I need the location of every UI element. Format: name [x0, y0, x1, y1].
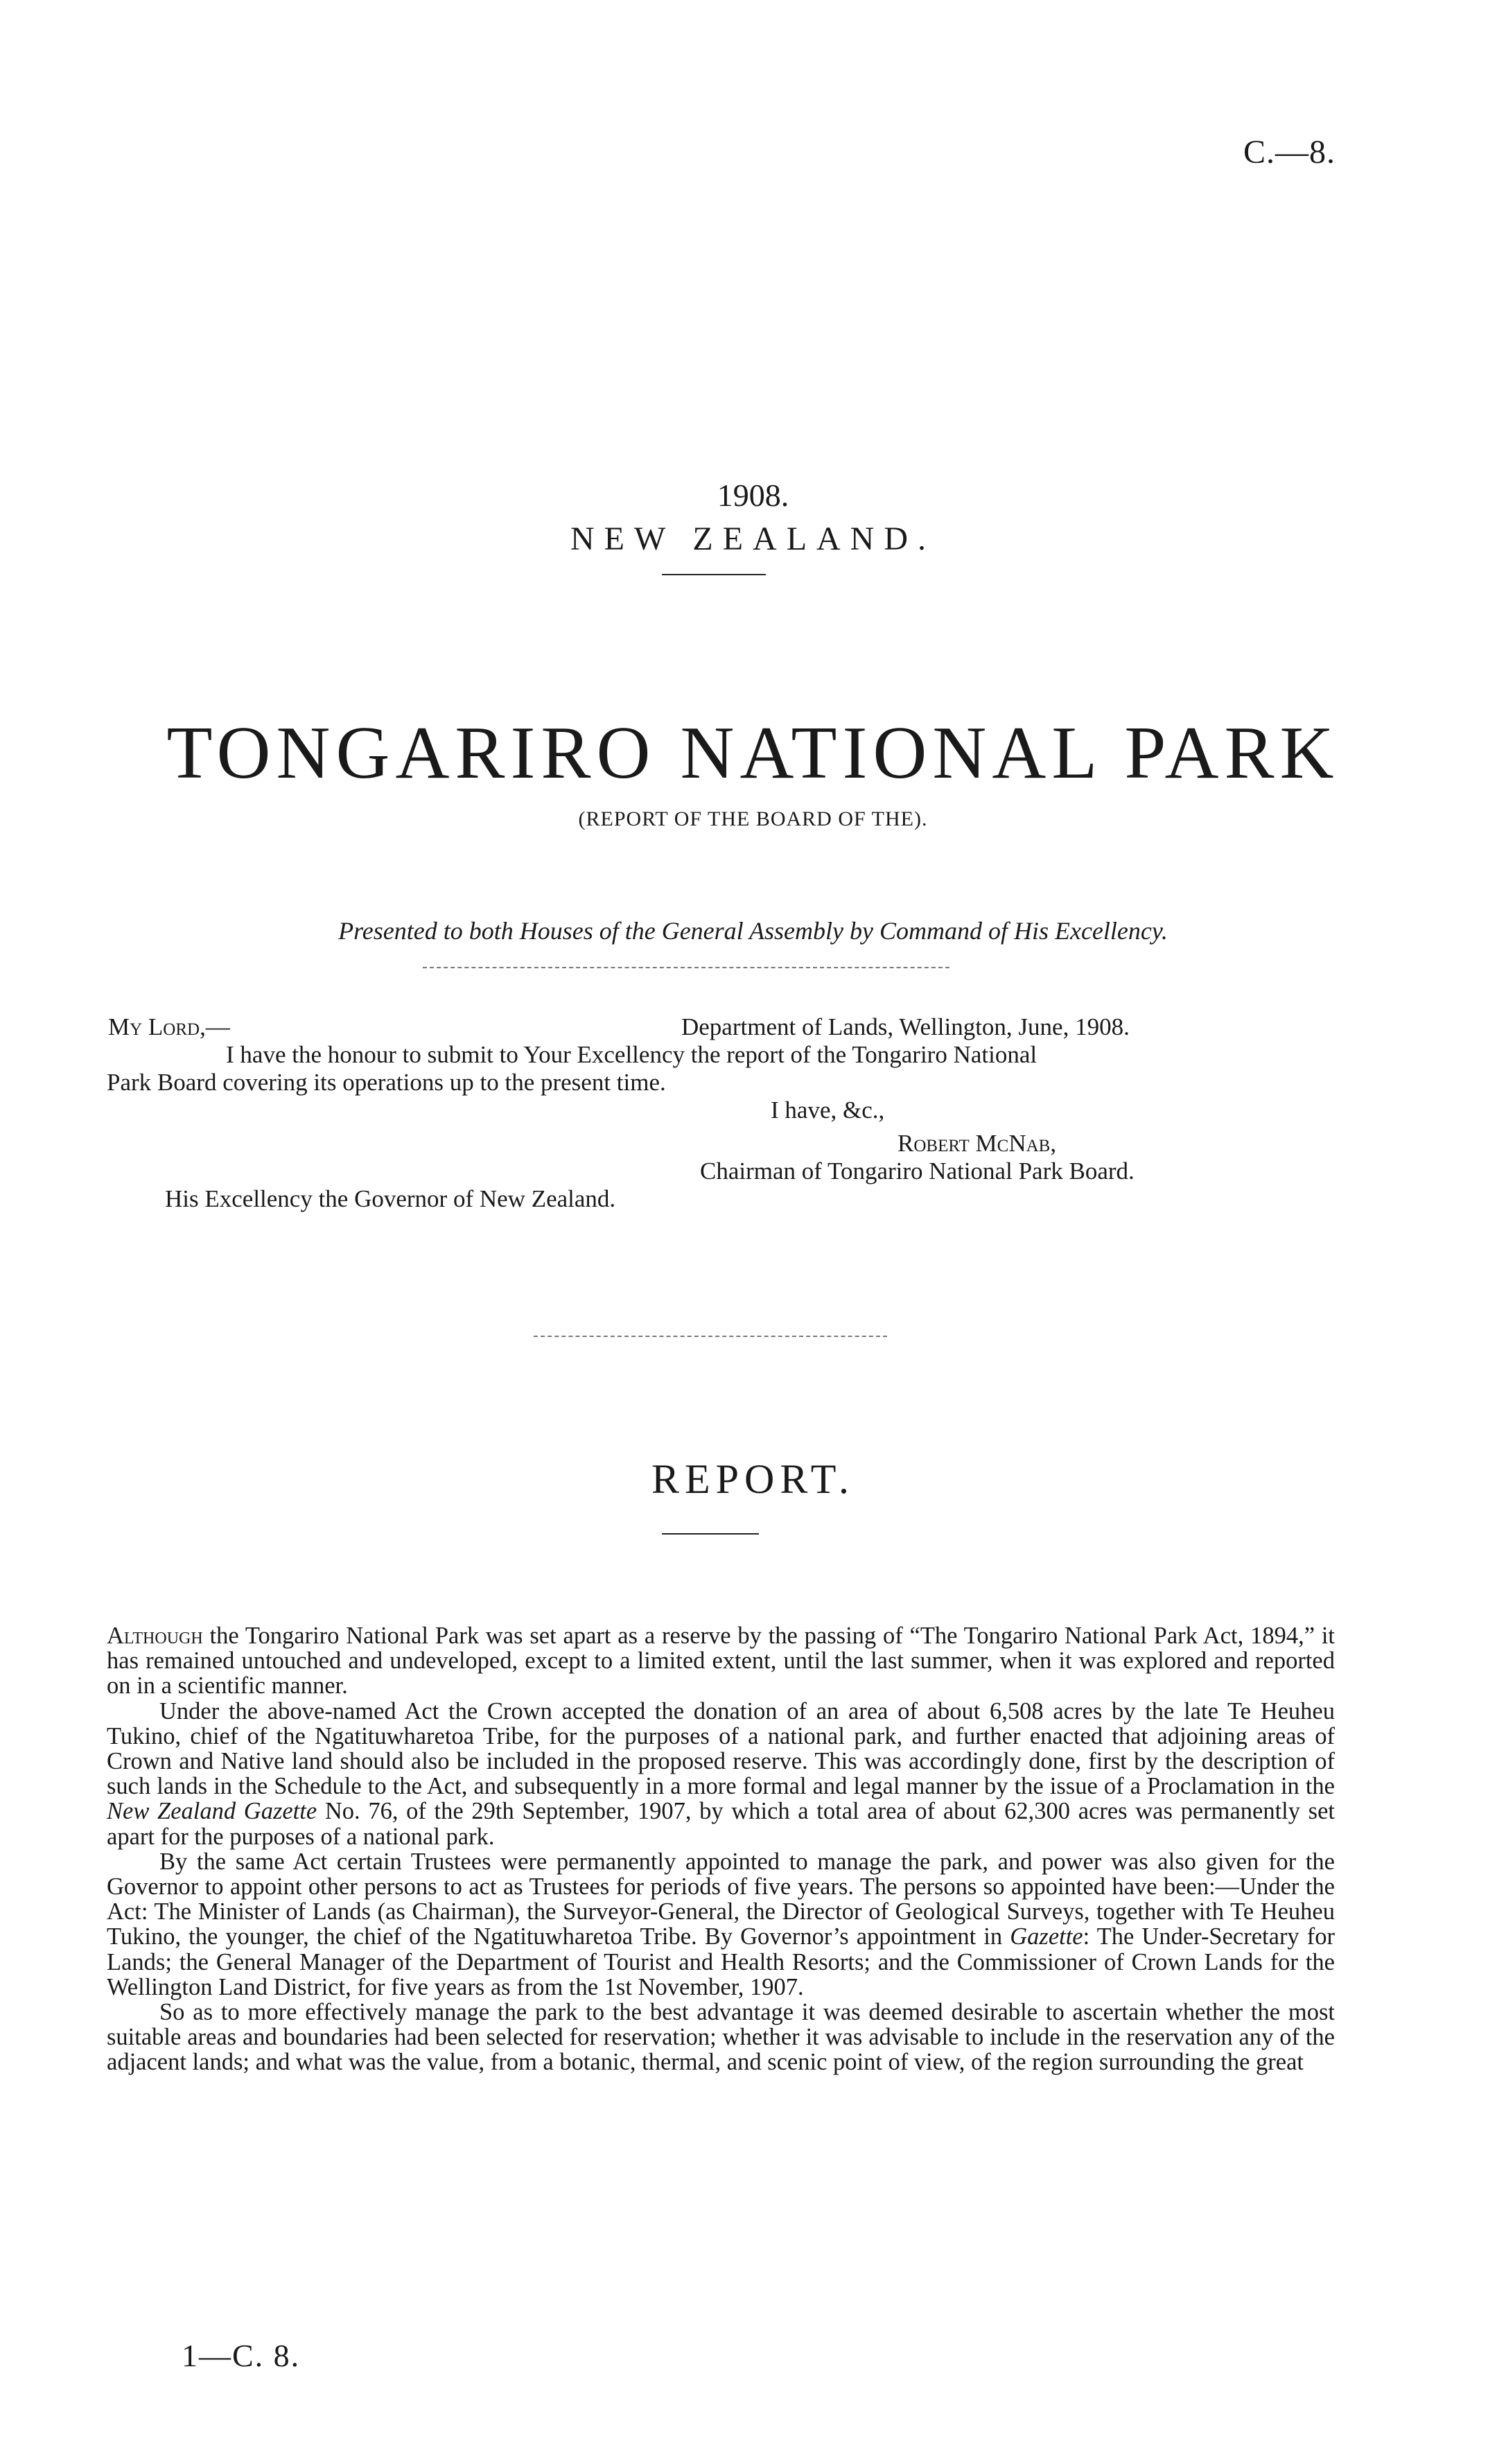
country: NEW ZEALAND.	[570, 521, 936, 557]
header-rule	[662, 574, 766, 575]
letter-salutation: My Lord,—	[108, 1013, 230, 1040]
paragraph-text: No. 76, of the 29th September, 1907, by which a total area of about 62,300 acres was permanently set apart for the purposes of a national park.	[107, 1798, 1336, 1850]
paragraph-lead: Although	[107, 1623, 203, 1649]
letter-addressee: His Excellency the Governor of New Zealand.	[165, 1185, 616, 1212]
letter-signatory: Robert McNab,	[898, 1130, 1057, 1157]
report-heading: REPORT.	[651, 1456, 855, 1502]
signature-mark: 1—C. 8.	[182, 2338, 301, 2373]
section-divider	[534, 1336, 887, 1337]
report-paragraph	[107, 1623, 1335, 1699]
page-title: TONGARIRO NATIONAL PARK	[166, 712, 1340, 794]
paragraph-text: By the same Act certain Trustees were permanently appointed to manage the park, and power was also given for the Governor to appoint other persons to act as Trustees for periods of five years. The persons so appointed have been:—Under the Act: The Minister of Lands (as Chairman), the Surveyor-General, the Director of Geological Surveys, together with Te Heuheu Tukino, the younger, the chief of the Ngatituwharetoa Tribe. By Governor’s appointment in	[107, 1848, 1335, 1950]
letter-body-line: Park Board covering its operations up to the present time.	[107, 1069, 666, 1096]
report-paragraph	[107, 1849, 1335, 2000]
year: 1908.	[717, 478, 789, 513]
paragraph-text: Under the above-named Act the Crown accepted the donation of an area of about 6,508 acres by the late Te Heuheu Tukino, chief of the Ngatituwharetoa Tribe, for the purposes of a national park, and further enacted that adjoining areas of Crown and Native land should also be included in the proposed reserve. This was accordingly done, first by the description of such lands in the Schedule to the Act, and subsequently in a more formal and legal manner by the issue of a Proclamation in the	[107, 1697, 1335, 1800]
paragraph-text: : The Under-Secretary for Lands; the General Manager of the Department of Tourist and Health Resorts; and the Commissioner of Crown Lands for the Wellington Land District, for five years as from the 1st November, 1907.	[107, 1923, 1336, 2000]
gazette-title: New Zealand Gazette	[107, 1798, 317, 1825]
letter-place-date: Department of Lands, Wellington, June, 1908.	[681, 1013, 1130, 1040]
letter-body-line: I have the honour to submit to Your Excellency the report of the Tongariro National	[226, 1041, 1037, 1068]
report-rule	[662, 1533, 759, 1535]
letter-signatory-title: Chairman of Tongariro National Park Board.	[700, 1157, 1135, 1185]
section-divider	[423, 967, 949, 968]
page-subtitle: (REPORT OF THE BOARD OF THE).	[578, 807, 928, 830]
document-reference: C.—8.	[1243, 134, 1336, 171]
report-paragraph	[107, 1699, 1335, 1849]
presented-line: Presented to both Houses of the General Assembly by Command of His Excellency.	[338, 917, 1168, 945]
paragraph-text: the Tongariro National Park was set apart as a reserve by the passing of “The Tongariro National Park Act, 1894,” it has remained untouched and undeveloped, except to a limited extent, until the last summer, when it was explored and reported on in a scientific manner.	[107, 1623, 1335, 1700]
report-body	[107, 1623, 1335, 2075]
letter-closing: I have, &c.,	[771, 1096, 885, 1124]
gazette-title: Gazette	[1010, 1923, 1083, 1950]
report-paragraph: So as to more effectively manage the park to the best advantage it was deemed desirable to ascertain whether the most suitable areas and boundaries had been selected for reservation; whether it was advisable to include in the reservation any of the adjacent lands; and what was the value, from a botanic, thermal, and scenic point of view, of the region surrounding the great	[107, 1999, 1335, 2076]
